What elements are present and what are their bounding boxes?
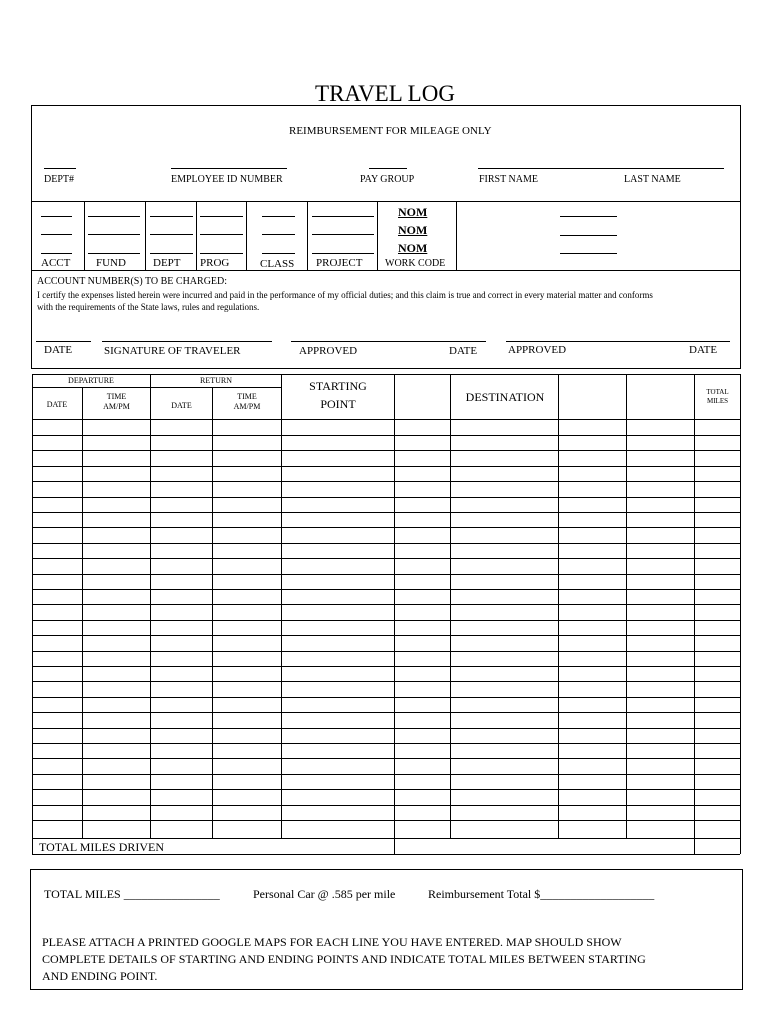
account-entry-line[interactable]	[200, 253, 243, 254]
date-label-2: DATE	[449, 345, 478, 357]
table-row[interactable]	[32, 435, 740, 436]
page-title: TRAVEL LOG	[315, 81, 455, 106]
table-row[interactable]	[32, 543, 740, 544]
departure-header: DEPARTURE	[68, 376, 114, 385]
account-entry-line[interactable]	[200, 234, 243, 235]
work-code-line-1[interactable]	[560, 216, 617, 217]
log-table-top-border	[32, 374, 282, 375]
signature-traveler-label: SIGNATURE OF TRAVELER	[104, 345, 241, 357]
work-code-value-1: NOM	[398, 205, 428, 219]
account-entry-line[interactable]	[88, 216, 140, 217]
fund-label: FUND	[96, 257, 126, 269]
personal-car-rate: Personal Car @ .585 per mile	[253, 887, 396, 901]
account-entry-line[interactable]	[262, 216, 295, 217]
class-label: CLASS	[260, 258, 295, 270]
account-entry-line[interactable]	[262, 234, 295, 235]
account-entry-line[interactable]	[312, 253, 374, 254]
account-numbers-label: ACCOUNT NUMBER(S) TO BE CHARGED:	[37, 276, 228, 287]
table-row[interactable]	[32, 450, 740, 451]
header-form-box	[31, 105, 741, 369]
total-miles-summary[interactable]: TOTAL MILES ________________	[44, 887, 220, 901]
account-entry-line[interactable]	[312, 234, 374, 235]
pay-group-label: PAY GROUP	[360, 174, 415, 185]
table-row[interactable]	[32, 589, 740, 590]
table-row[interactable]	[32, 712, 740, 713]
return-time-header: TIME	[237, 392, 257, 401]
table-row[interactable]	[32, 497, 740, 498]
fund-divider	[145, 201, 146, 270]
return-date-header: DATE	[171, 401, 192, 410]
work-code-value-2: NOM	[398, 223, 428, 237]
account-entry-line[interactable]	[41, 234, 72, 235]
col-line-right	[740, 374, 741, 854]
table-row[interactable]	[32, 681, 740, 682]
table-row[interactable]	[32, 481, 740, 482]
date-label-1: DATE	[44, 344, 73, 356]
prog-label: PROG	[200, 257, 230, 269]
table-row[interactable]	[32, 666, 740, 667]
form-subtitle: REIMBURSEMENT FOR MILEAGE ONLY	[289, 125, 492, 137]
date-label-3: DATE	[689, 344, 718, 356]
dept-divider	[196, 201, 197, 270]
col-line-ret-time	[281, 374, 282, 838]
work-code-divider	[456, 201, 457, 270]
first-name-label: FIRST NAME	[479, 174, 538, 185]
col-line-dep-time	[150, 374, 151, 838]
acct-divider	[84, 201, 85, 270]
project-divider	[377, 201, 378, 270]
table-row[interactable]	[32, 527, 740, 528]
account-entry-line[interactable]	[150, 253, 193, 254]
date-signature-line[interactable]	[36, 341, 91, 342]
return-header: RETURN	[200, 376, 232, 385]
certification-line-1: I certify the expenses listed herein were incurred and paid in the performance of my official duties; and this claim is true and correct in every material matter and conforms	[37, 290, 653, 300]
col-line-total	[694, 374, 695, 854]
col-line-dep-date	[82, 387, 83, 838]
table-row[interactable]	[32, 758, 740, 759]
total-miles-header-2: MILES	[707, 397, 728, 405]
last-name-label: LAST NAME	[624, 174, 681, 185]
table-row[interactable]	[32, 805, 740, 806]
accounts-top-border	[31, 201, 741, 202]
certification-line-2: with the requirements of the State laws, rules and regulations.	[37, 302, 260, 312]
col-line-destination	[558, 374, 559, 838]
account-entry-line[interactable]	[262, 253, 295, 254]
departure-date-header: DATE	[46, 400, 68, 409]
return-ampm-header: AM/PM	[233, 402, 261, 411]
table-row[interactable]	[32, 574, 740, 575]
maps-note-line-1: PLEASE ATTACH A PRINTED GOOGLE MAPS FOR EACH LINE YOU HAVE ENTERED. MAP SHOULD SHOW	[42, 935, 622, 949]
account-entry-line[interactable]	[41, 216, 72, 217]
work-code-value-3: NOM	[398, 241, 428, 255]
col-line-ret-date	[212, 387, 213, 838]
total-row-underline[interactable]	[217, 854, 394, 855]
approved-label-2: APPROVED	[508, 344, 567, 356]
table-row[interactable]	[32, 789, 740, 790]
account-entry-line[interactable]	[41, 253, 72, 254]
acct-label: ACCT	[41, 257, 71, 269]
table-row[interactable]	[32, 651, 740, 652]
table-row[interactable]	[32, 728, 740, 729]
table-row[interactable]	[32, 466, 740, 467]
work-code-label: WORK CODE	[385, 258, 446, 269]
account-entry-line[interactable]	[88, 234, 140, 235]
table-row[interactable]	[32, 820, 740, 821]
employee-id-label: EMPLOYEE ID NUMBER	[171, 174, 283, 185]
work-code-line-3[interactable]	[560, 253, 617, 254]
log-table-top-border-right	[282, 374, 740, 375]
dept-code-label: DEPT	[153, 257, 181, 269]
dept-field-line[interactable]	[44, 168, 76, 169]
starting-point-header-2: POINT	[320, 397, 356, 411]
total-miles-driven-label: TOTAL MILES DRIVEN	[39, 840, 165, 854]
work-code-line-2[interactable]	[560, 235, 617, 236]
destination-header: DESTINATION	[465, 390, 545, 404]
table-row[interactable]	[32, 604, 740, 605]
accounts-bottom-border	[31, 270, 741, 271]
table-row[interactable]	[32, 774, 740, 775]
col-line-left	[32, 374, 33, 854]
project-label: PROJECT	[316, 257, 363, 269]
table-row[interactable]	[32, 558, 740, 559]
employee-id-field-line[interactable]	[171, 168, 287, 169]
class-divider	[307, 201, 308, 270]
traveler-signature-line[interactable]	[102, 341, 272, 342]
total-miles-header-1: TOTAL	[706, 388, 729, 396]
table-row[interactable]	[32, 743, 740, 744]
account-entry-line[interactable]	[200, 216, 243, 217]
table-row[interactable]	[32, 635, 740, 636]
approved-signature-line-1[interactable]	[291, 341, 486, 342]
account-entry-line[interactable]	[312, 216, 374, 217]
departure-ampm-header: AM/PM	[103, 402, 130, 411]
col-line-blank-1	[450, 374, 451, 838]
approved-signature-line-2[interactable]	[506, 341, 730, 342]
approved-label-1: APPROVED	[299, 345, 358, 357]
account-entry-line[interactable]	[88, 253, 140, 254]
total-row-top	[32, 838, 740, 839]
log-table-header-bottom	[32, 419, 740, 420]
departure-time-header: TIME	[106, 392, 127, 401]
prog-divider	[246, 201, 247, 270]
table-row[interactable]	[32, 512, 740, 513]
pay-group-field-line[interactable]	[369, 168, 407, 169]
maps-note-line-2: COMPLETE DETAILS OF STARTING AND ENDING POINTS AND INDICATE TOTAL MILES BETWEEN STARTING	[42, 952, 646, 966]
col-line-blank-2	[626, 374, 627, 838]
table-row[interactable]	[32, 697, 740, 698]
reimbursement-total[interactable]: Reimbursement Total $___________________	[428, 887, 655, 901]
table-row[interactable]	[32, 620, 740, 621]
dept-label: DEPT#	[44, 174, 74, 185]
account-entry-line[interactable]	[150, 216, 193, 217]
account-entry-line[interactable]	[150, 234, 193, 235]
starting-point-header-1: STARTING	[309, 379, 367, 393]
departure-return-divider	[32, 387, 282, 388]
name-field-line[interactable]	[478, 168, 724, 169]
col-line-starting	[394, 374, 395, 854]
maps-note-line-3: AND ENDING POINT.	[42, 969, 158, 983]
